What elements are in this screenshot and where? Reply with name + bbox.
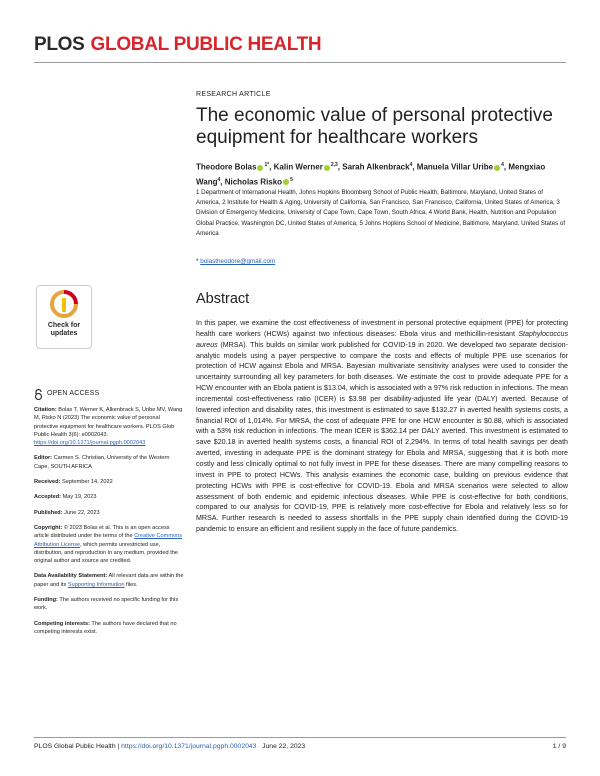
author-affiliation-sup: 5 — [290, 176, 293, 183]
author-separator: , — [269, 162, 274, 172]
footer-divider — [34, 737, 566, 738]
citation-doi-link[interactable]: https://doi.org/10.1371/journal.pgph.0002043 — [34, 440, 146, 447]
orcid-icon[interactable] — [494, 165, 500, 171]
author-list — [196, 159, 566, 188]
editor — [34, 454, 184, 471]
author-name: Mengxiao Wang — [196, 162, 546, 187]
author-separator: , — [220, 177, 225, 187]
accepted — [34, 493, 184, 501]
data-text-2: files. — [124, 581, 138, 588]
badge-line-1: Check for — [47, 322, 81, 329]
received — [34, 478, 184, 486]
author-separator: , — [412, 162, 417, 172]
author-name: Nicholas Risko — [224, 177, 283, 187]
article-title: The economic value of personal protective equipment for healthcare workers — [196, 105, 553, 148]
editor-label: Editor: — [34, 455, 53, 462]
editor-text: Carmen S. Christian, University of the Western Cape, SOUTH AFRICA — [34, 455, 170, 470]
received-date: September 14, 2022 — [60, 479, 113, 486]
funding-label: Funding: — [34, 597, 58, 604]
corresponding-email — [196, 258, 275, 265]
copyright — [34, 524, 184, 565]
footer-separator: | — [115, 743, 122, 750]
copyright-label: Copyright: — [34, 524, 63, 531]
accepted-label: Accepted: — [34, 494, 62, 501]
open-access-label — [34, 389, 184, 400]
author-name: Theodore Bolas — [196, 162, 257, 172]
data-availability-label: Data Availability Statement: — [34, 573, 108, 580]
citation-text: Bolas T, Werner K, Alkenbrack S, Uribe MV, Wang M, Risko N (2023) The economic value of personal protective equipment for healthcare workers. PLOS Glob Public Health 3(6): e0002043. — [34, 407, 183, 438]
abstract-text-2: (MRSA). This builds on similar work published for COVID-19 in 2020. We developed two separate decision-analytic models using a payer perspective to compare the costs and effects of multiple PPE use scenarios for protection of HCW against Ebola and MRSA. Bayesian multivariate sensitivity analyses were used to consider the uncertainty surrounding all key parameters for both diseases. We estimate the cost to provide adequate PPE for a HCW encounter with an Ebola patient is $13.04, which is associated with a 97% risk reduction in infections. The mean incremental cost-effectiveness ratio (ICER) is $3.98 per disability-adjusted life year (DALY) averted. Because of lowered infection and disability rates, this investment is estimated to save $132.27 in averted health systems costs, a financial ROI of 1,014%. For MRSA, the cost of adequate PPE for one HCW encounter is $0.88, which is associated with a 53% risk reduction in infections. The mean ICER is $362.14 per DALY averted. This investment is estimated to save $20.18 in averted health systems costs, a financial ROI of 2,294%. In terms of total health savings per death averted, investing in adequate PPE is the dominant strategy for Ebola and MRSA, suggesting that it is both more costly and less clinically optimal to not fully invest in PPE for these diseases. There are many compelling reasons to invest in PPE to protect HCWs. This analysis examines the economic case, building on previous evidence that protecting HCWs with PPE is cost-effective for COVID-19. Ebola and MRSA scenarios were selected to allow assessment of both endemic and epidemic infectious diseases. While PPE is cost-effective for both conditions, compared to our analysis for COVID-19, PPE is relatively more cost-effective for Ebola and relatively less so for MRSA. Further research is needed to assess shortfalls in the PPE supply chain identified during the COVID-19 pandemic to ensure an efficient and resilient supply in the face of future pandemics. — [196, 340, 568, 534]
badge-label — [37, 322, 91, 338]
author-separator: , — [503, 162, 509, 172]
license-link[interactable]: Creative Commons Attribution License — [34, 533, 182, 548]
accepted-date: May 19, 2023 — [61, 494, 97, 501]
funding — [34, 596, 184, 613]
badge-line-2: updates — [50, 330, 78, 337]
competing-interests — [34, 620, 184, 637]
abstract-body — [196, 318, 568, 535]
funding-text: The authors received no specific funding for this work. — [34, 597, 179, 612]
author-affiliation-sup: 4 — [501, 162, 504, 168]
author-affiliation-sup: 4 — [409, 162, 413, 168]
author-affiliation-sup: 1* — [264, 162, 270, 168]
citation — [34, 406, 184, 447]
copyright-text-2: , which permits unrestricted use, distribution, and reproduction in any medium, provided the original author and source are credited. — [34, 541, 178, 565]
abstract-italic-term: Staphylococcus aureus — [196, 329, 568, 349]
article-type: RESEARCH ARTICLE — [196, 91, 271, 98]
footer-journal: PLOS Global Public Health — [34, 743, 116, 750]
affiliations: 1 Department of International Health, Johns Hopkins Bloomberg School of Public Health, Baltimore, Maryland, United States of America, 2 Institute for Health & Aging, University of California, San Francisco, San Francisco, California, United States of America, 3 Division of Emergency Medicine, University of Cape Town, Cape Town, South Africa, 4 World Bank, Health, Nutrition and Population Global Practice, Washington DC, United States of America, 5 Johns Hopkins School of Medicine, Baltimore, Maryland, United States of America — [196, 189, 566, 237]
footer-date: June 22, 2023 — [262, 743, 306, 750]
footer-doi-link[interactable]: https://doi.org/10.1371/journal.pgph.0002043 — [121, 743, 257, 750]
data-text-1: All relevant data are within the paper and its — [34, 573, 184, 588]
orcid-icon[interactable] — [283, 179, 289, 185]
orcid-icon[interactable] — [257, 165, 263, 171]
author-name: Manuela Villar Uribe — [416, 162, 494, 172]
journal-prefix: PLOS — [34, 34, 85, 55]
page-footer — [34, 743, 566, 750]
check-for-updates-badge[interactable] — [36, 285, 92, 349]
author-affiliation-sup: 4 — [217, 176, 221, 183]
abstract-text-1: In this paper, we examine the cost effectiveness of investment in personal protective equipment (PPE) for protecting health care workers (HCWs) against two infectious diseases: Ebola virus and methicillin-resistant — [196, 319, 568, 338]
email-link[interactable]: bolastheodore@gmail.com — [200, 258, 276, 265]
supporting-info-link[interactable]: Supporting Information — [67, 581, 125, 588]
orcid-icon[interactable] — [324, 165, 330, 171]
header-divider — [34, 62, 566, 63]
journal-name: GLOBAL PUBLIC HEALTH — [90, 34, 322, 55]
author-separator: , — [337, 162, 343, 172]
published-date: June 22, 2023 — [62, 509, 100, 516]
copyright-text-1: © 2023 Bolas et al. This is an open access article distributed under the terms of the — [34, 524, 170, 540]
competing-label: Competing interests: — [34, 620, 90, 627]
received-label: Received: — [34, 479, 61, 486]
abstract-heading: Abstract — [196, 291, 250, 307]
competing-text: The authors have declared that no competing interests exist. — [34, 620, 177, 635]
author-name: Sarah Alkenbrack — [342, 162, 410, 172]
published — [34, 509, 184, 517]
check-for-updates-icon — [37, 286, 91, 322]
email-marker: * — [196, 258, 199, 265]
open-access-text: OPEN ACCESS — [47, 390, 100, 398]
data-availability — [34, 572, 184, 589]
published-label: Published: — [34, 509, 63, 516]
citation-label: Citation: — [34, 407, 57, 413]
journal-logo — [34, 34, 321, 56]
article-info-sidebar — [34, 389, 184, 643]
author-name: Kalin Werner — [273, 162, 323, 172]
page-number: 1 / 9 — [552, 743, 566, 750]
author-affiliation-sup: 2,3 — [330, 162, 338, 168]
open-lock-icon — [34, 389, 43, 400]
